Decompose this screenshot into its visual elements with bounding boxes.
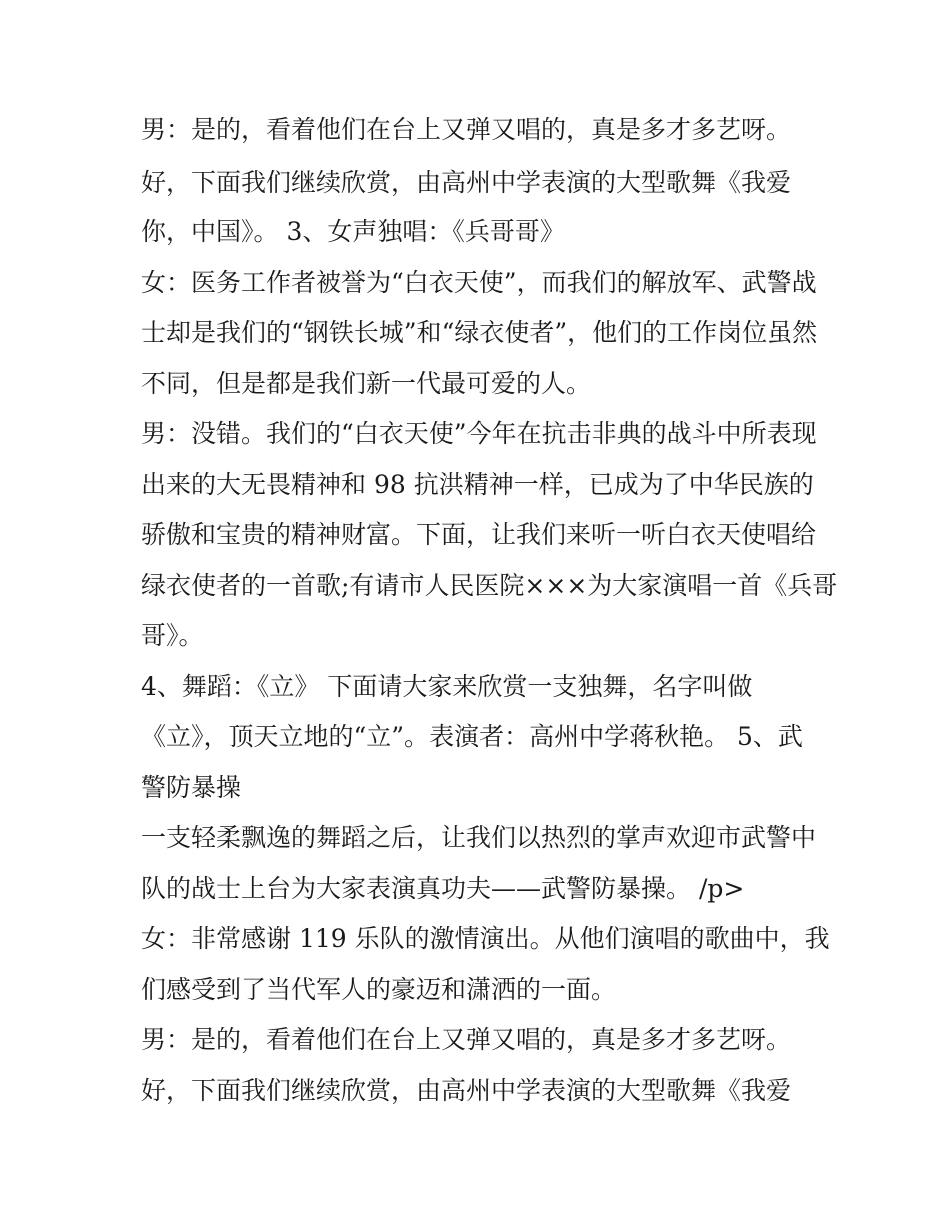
text-line-8: 出来的大无畏精神和 98 抗洪精神一样，已成为了中华民族的: [141, 470, 814, 499]
text-line-11: 哥》。: [141, 621, 204, 650]
text-line-19: 男：是的，看着他们在台上又弹又唱的，真是多才多艺呀。: [141, 1025, 792, 1054]
text-line-17: 女：非常感谢 119 乐队的激情演出。从他们演唱的歌曲中，我: [141, 924, 830, 953]
text-line-10: 绿衣使者的一首歌;有请市人民医院×××为大家演唱一首《兵哥: [141, 571, 838, 600]
text-line-7: 男：没错。我们的“白衣天使”今年在抗击非典的战斗中所表现: [141, 419, 817, 448]
text-line-20: 好，下面我们继续欣赏，由高州中学表演的大型歌舞《我爱: [141, 1076, 792, 1105]
text-line-12: 4、舞蹈：《立》 下面请大家来欣赏一支独舞，名字叫做: [141, 672, 753, 701]
text-line-14: 警防暴操: [141, 773, 242, 802]
text-line-5: 士却是我们的“钢铁长城”和“绿衣使者”，他们的工作岗位虽然: [141, 318, 818, 347]
text-line-6: 不同，但是都是我们新一代最可爱的人。: [141, 369, 592, 398]
text-line-13: 《立》，顶天立地的“立”。表演者：高州中学蒋秋艳。 5、武: [141, 722, 803, 751]
text-line-4: 女：医务工作者被誉为“白衣天使”，而我们的解放军、武警战: [141, 268, 817, 297]
text-line-3: 你，中国》。 3、女声独唱：《兵哥哥》: [141, 217, 565, 246]
text-line-2: 好，下面我们继续欣赏，由高州中学表演的大型歌舞《我爱: [141, 168, 792, 197]
text-line-18: 们感受到了当代军人的豪迈和潇洒的一面。: [141, 975, 617, 1004]
text-line-1: 男：是的，看着他们在台上又弹又唱的，真是多才多艺呀。: [141, 115, 792, 144]
text-line-16: 队的战士上台为大家表演真功夫——武警防暴操。 /p>: [141, 874, 745, 903]
text-line-15: 一支轻柔飘逸的舞蹈之后，让我们以热烈的掌声欢迎市武警中: [141, 823, 817, 852]
text-line-9: 骄傲和宝贵的精神财富。下面，让我们来听一听白衣天使唱给: [141, 520, 817, 549]
